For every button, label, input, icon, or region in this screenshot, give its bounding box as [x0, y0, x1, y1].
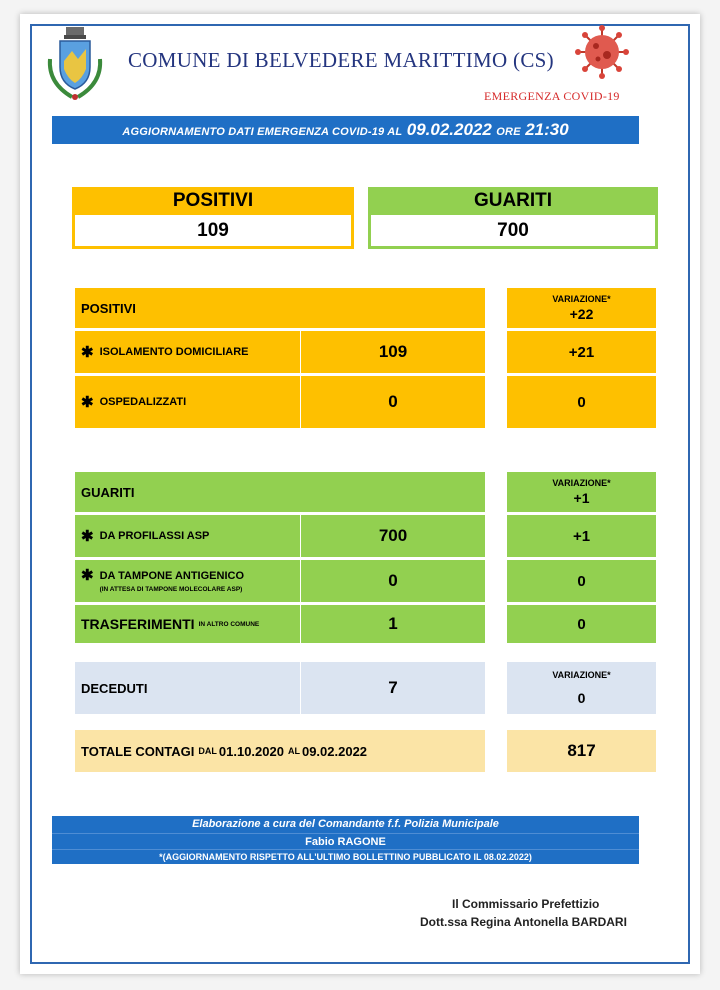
summary-positivi-value: 109 — [72, 215, 354, 249]
asterisk-icon: ✱ — [81, 528, 94, 545]
transfer-variation: 0 — [507, 605, 656, 643]
table-row-variation: +1 — [507, 515, 656, 557]
summary-guariti-value: 700 — [368, 215, 658, 249]
positivi-variation-cell — [507, 288, 656, 328]
totale-label-cell — [75, 730, 485, 772]
table-row-label: ✱ OSPEDALIZZATI — [75, 376, 300, 428]
asterisk-icon: ✱ — [81, 567, 94, 584]
update-time: 21:30 — [525, 120, 569, 139]
transfer-label: TRASFERIMENTI — [81, 616, 195, 632]
municipality-title: COMUNE DI BELVEDERE MARITTIMO (CS) — [128, 48, 554, 72]
table-row-label: ✱ ISOLAMENTO DOMICILIARE — [75, 331, 300, 373]
asterisk-icon: ✱ — [81, 394, 94, 411]
guariti-variation-cell — [507, 472, 656, 512]
summary-guariti-title: GUARITI — [368, 187, 658, 215]
transfer-label-cell — [75, 605, 300, 643]
update-banner — [52, 116, 639, 144]
variation-caption: VARIAZIONE* — [552, 294, 611, 304]
update-date: 09.02.2022 — [406, 120, 492, 139]
table-row-value: 0 — [301, 560, 485, 602]
transfer-note: IN ALTRO COMUNE — [198, 620, 260, 628]
table-row-label: ✱ DA TAMPONE ANTIGENICO (IN ATTESA DI TAMPONE MOLECOLARE ASP) — [75, 560, 300, 602]
totale-from-date: 01.10.2020 — [218, 743, 284, 759]
totale-from-prefix: DAL — [198, 746, 217, 756]
table-row-variation: 0 — [507, 560, 656, 602]
table-row-variation: 0 — [507, 376, 656, 428]
table-row-value: 700 — [301, 515, 485, 557]
positivi-header-label: POSITIVI — [75, 288, 485, 328]
variation-value: +1 — [573, 490, 590, 506]
table-row-variation: +21 — [507, 331, 656, 373]
coronavirus-icon — [574, 24, 630, 80]
totale-label: TOTALE CONTAGI — [81, 743, 195, 759]
totale-value: 817 — [507, 730, 656, 772]
variation-value: 0 — [577, 690, 586, 706]
totale-to-date: 09.02.2022 — [301, 743, 368, 759]
update-time-prefix: ORE — [496, 126, 521, 138]
variation-caption: VARIAZIONE* — [552, 478, 611, 488]
emergency-label: EMERGENZA COVID-19 — [484, 89, 620, 103]
deceduti-value: 7 — [301, 662, 485, 714]
footer-line-2: Fabio RAGONE — [52, 833, 639, 849]
signature-name: Dott.ssa Regina Antonella BARDARI — [420, 915, 627, 929]
footer-line-1: Elaborazione a cura del Comandante f.f. Polizia Municipale — [52, 816, 639, 833]
variation-caption: VARIAZIONE* — [552, 670, 611, 680]
table-row-value: 0 — [301, 376, 485, 428]
signature-role: Il Commissario Prefettizio — [452, 897, 600, 911]
transfer-value: 1 — [301, 605, 485, 643]
summary-positivi-title: POSITIVI — [72, 187, 354, 215]
table-row-value: 109 — [301, 331, 485, 373]
update-prefix: AGGIORNAMENTO DATI EMERGENZA COVID-19 AL — [122, 126, 403, 138]
municipal-crest-icon — [42, 25, 108, 105]
footer-line-3: *(AGGIORNAMENTO RISPETTO ALL'ULTIMO BOLLETTINO PUBBLICATO IL 08.02.2022) — [52, 849, 639, 864]
totale-to-prefix: AL — [287, 746, 300, 756]
row-note: (IN ATTESA DI TAMPONE MOLECOLARE ASP) — [99, 585, 243, 593]
variation-value: +22 — [569, 306, 594, 322]
table-row-label: ✱ DA PROFILASSI ASP — [75, 515, 300, 557]
deceduti-label: DECEDUTI — [75, 662, 300, 714]
guariti-header-label: GUARITI — [75, 472, 485, 512]
asterisk-icon: ✱ — [81, 344, 94, 361]
deceduti-variation-cell — [507, 662, 656, 714]
